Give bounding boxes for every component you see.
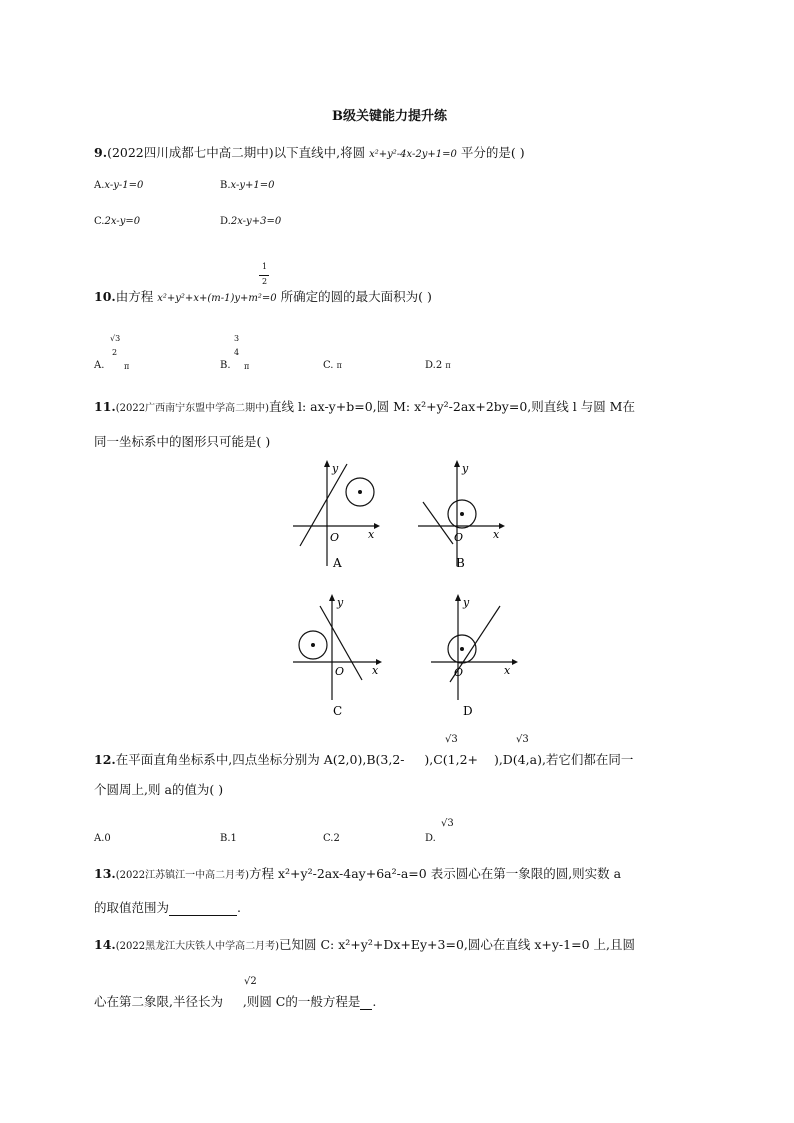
q10-number: 10. — [94, 289, 116, 304]
graph-a-center — [358, 490, 362, 494]
svg-text:y: y — [332, 462, 339, 475]
q9-number: 9. — [94, 145, 108, 160]
graph-c[interactable] — [290, 592, 390, 719]
q12-option-b[interactable]: B.1 — [220, 833, 237, 844]
q12-option-a[interactable]: A.0 — [94, 833, 111, 844]
q9-stem-pre: 以下直线中,将圆 — [273, 145, 366, 160]
question-14 — [94, 935, 635, 953]
q11-source: (2022广西南宁东盟中学高二期中) — [115, 403, 270, 414]
q11-number: 11. — [94, 399, 116, 414]
q9-stem-post: 平分的是( ) — [460, 145, 525, 160]
svg-text:x: x — [493, 528, 500, 541]
graph-c-label: C — [333, 704, 343, 718]
q9-circle-equation: x²+y²-4x-2y+1=0 — [369, 149, 457, 160]
q10-frac-num: 1 — [262, 262, 268, 271]
q11-line-1: 直线 l: ax-y+b=0,圆 M: x²+y²-2ax+2by=0,则直线 l 与圆 M在 — [269, 399, 635, 414]
graph-b-label: B — [456, 556, 465, 570]
graph-b[interactable] — [415, 458, 515, 573]
q9-option-d[interactable]: D.2x-y+3=0 — [220, 216, 282, 227]
question-9 — [94, 143, 525, 161]
graph-a[interactable] — [290, 458, 390, 573]
q10-stem-pre: 由方程 — [115, 289, 154, 304]
q10-equation-b: m²=0 — [248, 293, 277, 304]
q14-sqrt: √2 — [244, 976, 257, 987]
q10-option-c[interactable]: C. π — [323, 360, 342, 371]
q14-source: (2022黑龙江大庆铁人中学高二月考) — [115, 941, 280, 952]
q12-option-d-label[interactable]: D. — [425, 833, 436, 844]
graph-a-line — [300, 464, 347, 546]
svg-text:O: O — [330, 531, 340, 544]
graph-b-line — [423, 502, 453, 544]
q12-sqrt-1: √3 — [445, 734, 458, 745]
svg-text:y: y — [337, 596, 344, 609]
question-13 — [94, 864, 621, 882]
svg-text:y: y — [462, 462, 469, 475]
q12-line-1a: 在平面直角坐标系中,四点坐标分别为 A(2,0),B(3,2- — [115, 752, 405, 767]
q13-line-2: 的取值范围为 . — [94, 900, 241, 915]
q11-line-2: 同一坐标系中的图形只可能是( ) — [94, 434, 271, 449]
q14-answer-blank[interactable] — [360, 994, 372, 1010]
q9-option-a[interactable]: A.x-y-1=0 — [94, 180, 144, 191]
q10-option-b[interactable]: 3 4 B. π — [220, 334, 250, 371]
q10-frac-bar — [259, 275, 269, 276]
svg-text:O: O — [454, 531, 464, 544]
q10-option-a[interactable]: √3 2 A. π — [94, 334, 130, 371]
svg-text:y: y — [463, 596, 470, 609]
q12-sqrt-2: √3 — [516, 734, 529, 745]
q14-line-1: 已知圆 C: x²+y²+Dx+Ey+3=0,圆心在直线 x+y-1=0 上,且圆 — [279, 937, 635, 952]
svg-text:x: x — [372, 664, 379, 677]
q10-stem-post: 所确定的圆的最大面积为( ) — [280, 289, 432, 304]
q13-number: 13. — [94, 866, 116, 881]
graph-c-center — [311, 643, 315, 647]
graph-b-center — [460, 512, 464, 516]
q13-answer-blank[interactable] — [169, 900, 237, 916]
question-11 — [94, 397, 635, 415]
graph-d-label: D — [463, 704, 473, 718]
q12-option-d-value[interactable]: √3 — [441, 818, 454, 829]
q12-line-2: 个圆周上,则 a的值为( ) — [94, 782, 224, 797]
q12-line-1c: ),D(4,a),若它们都在同一 — [493, 752, 634, 767]
graph-d[interactable] — [428, 592, 528, 719]
q9-option-b[interactable]: B.x-y+1=0 — [220, 180, 275, 191]
q14-line-2: 心在第二象限,半径长为 ,则圆 C的一般方程是 . — [94, 994, 377, 1009]
question-10 — [94, 287, 432, 305]
q13-line-1: 方程 x²+y²-2ax-4ay+6a²-a=0 表示圆心在第一象限的圆,则实数 a — [249, 866, 622, 881]
q14-number: 14. — [94, 937, 116, 952]
q9-option-c[interactable]: C.2x-y=0 — [94, 216, 141, 227]
graph-d-center — [460, 647, 464, 651]
q10-frac-den: 2 — [262, 277, 268, 286]
graph-a-label: A — [333, 556, 342, 570]
q10-option-d[interactable]: D.2 π — [425, 360, 451, 371]
q10-equation-a: x²+y²+x+(m-1)y+ — [157, 293, 249, 304]
svg-text:O: O — [454, 666, 464, 679]
q12-line-1b: ),C(1,2+ — [424, 752, 479, 767]
svg-text:x: x — [368, 528, 375, 541]
section-title: B级关键能力提升练 — [332, 109, 447, 124]
svg-text:O: O — [335, 665, 345, 678]
svg-text:x: x — [504, 664, 511, 677]
q12-option-c[interactable]: C.2 — [323, 833, 340, 844]
q9-source: (2022四川成都七中高二期中) — [107, 145, 274, 160]
question-12 — [94, 750, 633, 768]
q13-source: (2022江苏镇江一中高二月考) — [115, 870, 250, 881]
q12-number: 12. — [94, 752, 116, 767]
